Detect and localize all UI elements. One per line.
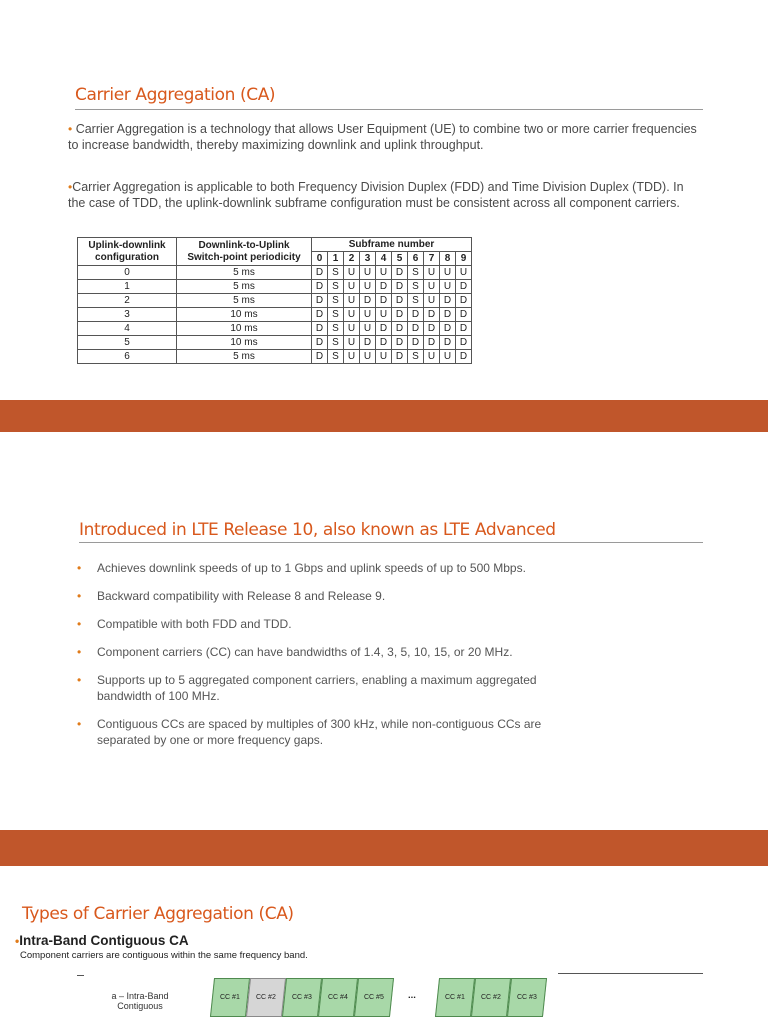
list-item-text: Supports up to 5 aggregated component carriers, enabling a maximum aggregated bandwidth of 100 MHz.	[97, 673, 537, 703]
periodicity-cell: 5 ms	[177, 280, 312, 294]
bullet-icon: •	[77, 717, 82, 731]
slide-1	[0, 0, 768, 400]
subframe-cell: D	[392, 322, 408, 336]
bullet-icon: •	[77, 673, 82, 687]
slide-2	[0, 432, 768, 830]
bullet-icon: •	[77, 589, 82, 603]
list-item-text: Achieves downlink speeds of up to 1 Gbps and uplink speeds of up to 500 Mbps.	[97, 561, 526, 575]
component-carrier-label: CC #2	[256, 994, 276, 1001]
subframe-cell: D	[392, 294, 408, 308]
component-carrier-label: CC #1	[220, 994, 240, 1001]
subframe-cell: U	[344, 350, 360, 364]
bullet-icon: •	[15, 934, 20, 948]
config-cell: 5	[78, 336, 177, 350]
periodicity-cell: 10 ms	[177, 308, 312, 322]
subframe-cell: U	[376, 308, 392, 322]
subframe-cell: D	[424, 322, 440, 336]
subframe-cell: S	[408, 266, 424, 280]
subframe-cell: D	[312, 294, 328, 308]
table-row	[78, 308, 472, 322]
subframe-cell: D	[456, 336, 472, 350]
subframe-cell: D	[312, 280, 328, 294]
table-row	[78, 266, 472, 280]
subframe-cell: U	[360, 350, 376, 364]
table-row	[78, 350, 472, 364]
subframe-cell: U	[360, 308, 376, 322]
subframe-cell: D	[376, 336, 392, 350]
bullet-icon: •	[77, 561, 82, 575]
subframe-number-header: 0	[312, 252, 328, 266]
subframe-cell: U	[344, 280, 360, 294]
subframe-cell: U	[376, 350, 392, 364]
subframe-cell: D	[440, 294, 456, 308]
subframe-cell: U	[376, 266, 392, 280]
tdd-config-table-body	[78, 266, 472, 364]
subframe-cell: D	[440, 308, 456, 322]
subframe-number-header: 6	[408, 252, 424, 266]
config-cell: 2	[78, 294, 177, 308]
list-item	[77, 588, 577, 604]
slide-1-bullet-1-text: Carrier Aggregation is a technology that allows User Equipment (UE) to combine two or more carrier frequencies to increase bandwidth, thereby maximizing downlink and uplink throughput.	[68, 122, 697, 152]
subframe-cell: U	[360, 266, 376, 280]
subframe-cell: D	[312, 308, 328, 322]
subframe-number-header: 8	[440, 252, 456, 266]
slide-1-bullet-1	[68, 121, 698, 153]
subframe-cell: U	[344, 322, 360, 336]
slide-2-points	[77, 560, 577, 760]
subframe-cell: D	[392, 280, 408, 294]
subframe-cell: U	[424, 280, 440, 294]
slide-separator-band-1	[0, 400, 768, 432]
subframe-cell: U	[440, 350, 456, 364]
subframe-cell: U	[424, 266, 440, 280]
subframe-cell: U	[440, 266, 456, 280]
subframe-cell: D	[392, 350, 408, 364]
col-header-subframe: Subframe number	[312, 238, 472, 252]
component-carrier-label: CC #1	[445, 994, 465, 1001]
bullet-icon: •	[68, 122, 73, 136]
config-cell: 0	[78, 266, 177, 280]
subframe-cell: D	[312, 336, 328, 350]
subframe-cell: S	[328, 322, 344, 336]
component-carrier-box	[354, 978, 394, 1017]
bullet-icon: •	[77, 617, 82, 631]
slide-3-subhead	[15, 933, 189, 948]
slide-3-title: Types of Carrier Aggregation (CA)	[22, 904, 294, 924]
list-item	[77, 672, 577, 704]
list-item-text: Contiguous CCs are spaced by multiples of 300 kHz, while non-contiguous CCs are separated by one or more frequency gaps.	[97, 717, 542, 747]
component-carrier-label: CC #2	[481, 994, 501, 1001]
subframe-cell: D	[424, 308, 440, 322]
subframe-cell: D	[392, 336, 408, 350]
periodicity-cell: 10 ms	[177, 336, 312, 350]
subframe-cell: D	[312, 322, 328, 336]
config-cell: 3	[78, 308, 177, 322]
subframe-number-header: 7	[424, 252, 440, 266]
component-carrier-box	[282, 978, 322, 1017]
subframe-cell: U	[440, 280, 456, 294]
tdd-config-table	[77, 237, 472, 364]
diagram-label	[100, 991, 180, 1011]
subframe-cell: D	[408, 336, 424, 350]
config-cell: 6	[78, 350, 177, 364]
list-item	[77, 616, 577, 632]
diagram-label-line-2: Contiguous	[117, 1001, 163, 1011]
component-carrier-label: CC #4	[328, 994, 348, 1001]
subframe-cell: D	[456, 294, 472, 308]
subframe-number-header: 4	[376, 252, 392, 266]
table-row	[78, 280, 472, 294]
subframe-number-header: 9	[456, 252, 472, 266]
subframe-cell: S	[408, 350, 424, 364]
subframe-cell: U	[360, 322, 376, 336]
slide-1-title-rule	[75, 109, 703, 110]
periodicity-cell: 5 ms	[177, 294, 312, 308]
subframe-number-header: 3	[360, 252, 376, 266]
subframe-cell: D	[376, 280, 392, 294]
diagram-right-rule	[558, 973, 703, 974]
subframe-cell: U	[344, 308, 360, 322]
subframe-cell: D	[456, 308, 472, 322]
config-cell: 4	[78, 322, 177, 336]
slide-separator-band-2	[0, 830, 768, 866]
subframe-cell: S	[328, 266, 344, 280]
col-header-periodicity: Downlink-to-Uplink Switch-point periodicity	[177, 238, 312, 266]
subframe-cell: D	[392, 266, 408, 280]
subframe-cell: D	[408, 322, 424, 336]
slide-1-bullet-2	[68, 179, 700, 211]
periodicity-cell: 5 ms	[177, 266, 312, 280]
subframe-cell: S	[328, 350, 344, 364]
component-carrier-label: CC #3	[517, 994, 537, 1001]
subframe-cell: D	[440, 336, 456, 350]
subframe-cell: D	[392, 308, 408, 322]
table-row	[78, 336, 472, 350]
subframe-cell: S	[328, 336, 344, 350]
list-item	[77, 560, 577, 576]
subframe-cell: U	[424, 350, 440, 364]
subframe-cell: U	[424, 294, 440, 308]
slide-2-title-rule	[79, 542, 703, 543]
subframe-cell: S	[328, 308, 344, 322]
subframe-cell: U	[456, 266, 472, 280]
subframe-number-header: 5	[392, 252, 408, 266]
slide-3-subhead-text: Intra-Band Contiguous CA	[19, 933, 189, 948]
bullet-icon: •	[68, 180, 73, 194]
subframe-cell: D	[456, 280, 472, 294]
list-item	[77, 716, 577, 748]
subframe-cell: D	[376, 322, 392, 336]
subframe-cell: D	[376, 294, 392, 308]
slide-1-title: Carrier Aggregation (CA)	[75, 85, 276, 105]
subframe-cell: D	[312, 350, 328, 364]
subframe-cell: D	[456, 350, 472, 364]
component-carrier-box	[210, 978, 250, 1017]
component-carrier-box	[471, 978, 511, 1017]
subframe-cell: D	[424, 336, 440, 350]
subframe-cell: S	[408, 294, 424, 308]
periodicity-cell: 10 ms	[177, 322, 312, 336]
subframe-cell: D	[440, 322, 456, 336]
component-carrier-box	[246, 978, 286, 1017]
list-item	[77, 644, 577, 660]
table-row	[78, 294, 472, 308]
subframe-cell: U	[360, 280, 376, 294]
list-item-text: Component carriers (CC) can have bandwidths of 1.4, 3, 5, 10, 15, or 20 MHz.	[97, 645, 513, 659]
subframe-cell: S	[408, 280, 424, 294]
subframe-cell: U	[344, 266, 360, 280]
slide-1-bullet-2-text: Carrier Aggregation is applicable to both Frequency Division Duplex (FDD) and Time Division Duplex (TDD). In the case of TDD, the uplink-downlink subframe configuration must be consistent across all component carriers.	[68, 180, 684, 210]
table-row	[78, 322, 472, 336]
cc-ellipsis: ...	[408, 990, 416, 1001]
subframe-number-header: 2	[344, 252, 360, 266]
slide-2-title: Introduced in LTE Release 10, also known as LTE Advanced	[79, 520, 556, 540]
diagram-label-line-1: a – Intra-Band	[111, 991, 169, 1001]
subframe-cell: S	[328, 294, 344, 308]
component-carrier-box	[318, 978, 358, 1017]
config-cell: 1	[78, 280, 177, 294]
subframe-cell: D	[360, 294, 376, 308]
component-carrier-label: CC #3	[292, 994, 312, 1001]
subframe-cell: D	[360, 336, 376, 350]
list-item-text: Compatible with both FDD and TDD.	[97, 617, 292, 631]
subframe-cell: D	[456, 322, 472, 336]
subframe-cell: D	[312, 266, 328, 280]
component-carrier-box	[435, 978, 475, 1017]
bullet-icon: •	[77, 645, 82, 659]
subframe-cell: U	[344, 294, 360, 308]
col-header-config: Uplink-downlink configuration	[78, 238, 177, 266]
slide-3-description: Component carriers are contiguous within the same frequency band.	[20, 950, 308, 961]
component-carrier-label: CC #5	[364, 994, 384, 1001]
list-item-text: Backward compatibility with Release 8 and Release 9.	[97, 589, 386, 603]
subframe-cell: S	[328, 280, 344, 294]
subframe-cell: D	[408, 308, 424, 322]
subframe-number-header: 1	[328, 252, 344, 266]
diagram-left-rule	[77, 975, 84, 976]
subframe-cell: U	[344, 336, 360, 350]
component-carrier-box	[507, 978, 547, 1017]
periodicity-cell: 5 ms	[177, 350, 312, 364]
